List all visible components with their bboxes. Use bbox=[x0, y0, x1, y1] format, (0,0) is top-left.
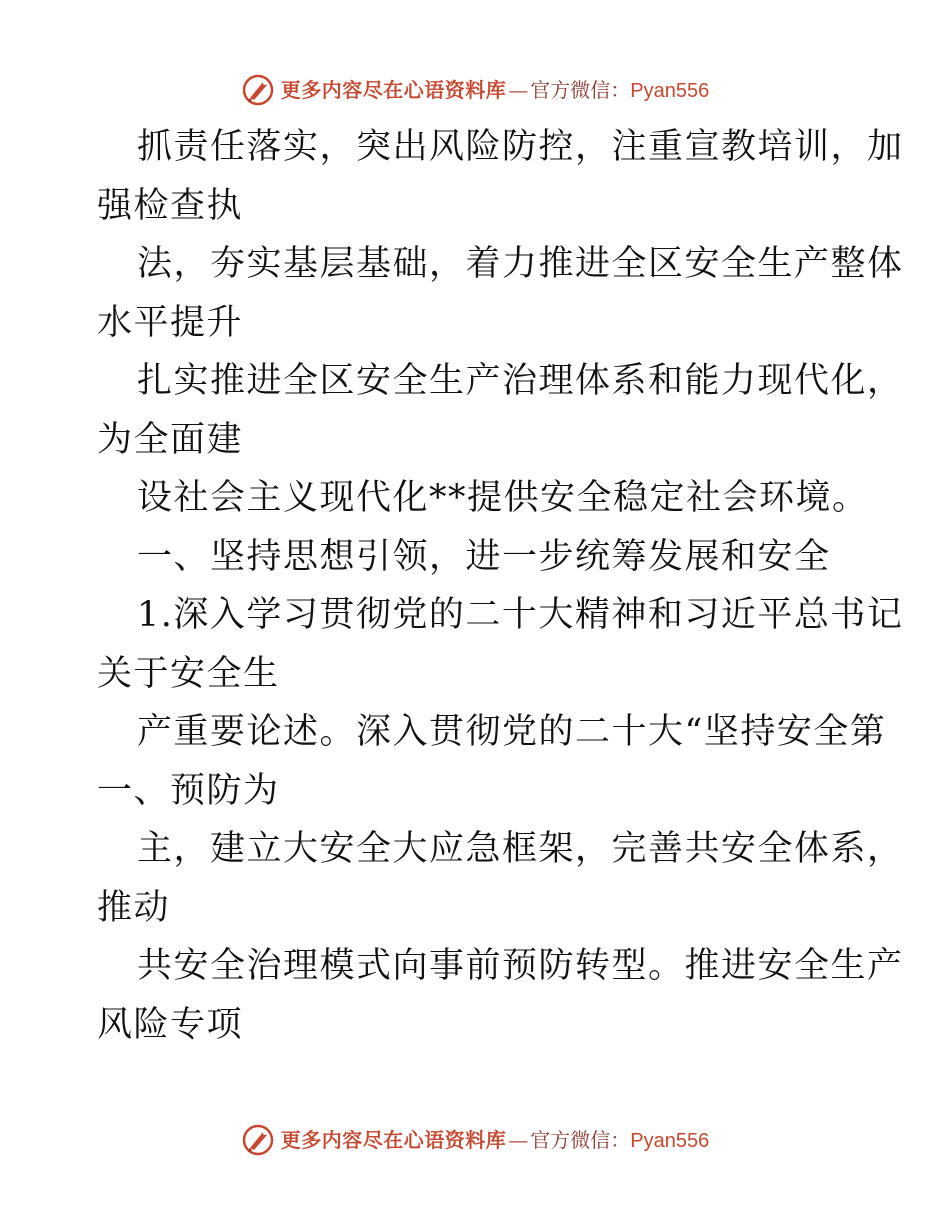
body-text-line: 为全面建 bbox=[97, 419, 244, 460]
footer-separator: — bbox=[508, 1127, 529, 1152]
footer-brand-text: 更多内容尽在心语资料库 bbox=[280, 1127, 507, 1152]
body-text-line: 风险专项 bbox=[97, 1004, 244, 1045]
header-watermark-text bbox=[280, 77, 710, 102]
body-text-line: 一、坚持思想引领，进一步统筹发展和安全 bbox=[137, 536, 831, 577]
footer-wechat-id: Pyan556 bbox=[630, 1129, 710, 1152]
quill-pen-logo-icon bbox=[241, 1123, 275, 1157]
body-text-line: 法，夯实基层基础，着力推进全区安全生产整体 bbox=[137, 244, 904, 284]
document-body bbox=[97, 118, 904, 1054]
body-text-line: 产重要论述。深入贯彻党的二十大“坚持安全第 bbox=[137, 712, 887, 752]
body-text-line: 抓责任落实，突出风险防控，注重宣教培训，加 bbox=[137, 127, 904, 167]
header-separator: — bbox=[508, 77, 529, 102]
body-text-line: 1.深入学习贯彻党的二十大精神和习近平总书记 bbox=[137, 595, 904, 635]
header-wechat-label: 官方微信： bbox=[530, 77, 631, 102]
body-text-line: 推动 bbox=[97, 887, 171, 928]
footer-wechat-label: 官方微信： bbox=[530, 1127, 631, 1152]
body-text-line: 扎实推进全区安全生产治理体系和能力现代化， bbox=[137, 361, 904, 401]
header-watermark bbox=[0, 70, 950, 110]
body-text-line: 强检查执 bbox=[97, 185, 244, 226]
body-text-line: 关于安全生 bbox=[97, 653, 280, 694]
body-text-line: 水平提升 bbox=[97, 302, 244, 343]
footer-watermark-text bbox=[280, 1127, 710, 1152]
header-brand-text: 更多内容尽在心语资料库 bbox=[280, 77, 507, 102]
body-text-line: 主，建立大安全大应急框架，完善共安全体系， bbox=[137, 829, 904, 869]
body-text-line: 一、预防为 bbox=[97, 770, 280, 811]
body-text-line: 设社会主义现代化**提供安全稳定社会环境。 bbox=[137, 478, 869, 518]
footer-watermark bbox=[0, 1120, 950, 1160]
body-text-line: 共安全治理模式向事前预防转型。推进安全生产 bbox=[137, 946, 904, 986]
quill-pen-logo-icon bbox=[241, 73, 275, 107]
header-wechat-id: Pyan556 bbox=[630, 79, 710, 102]
